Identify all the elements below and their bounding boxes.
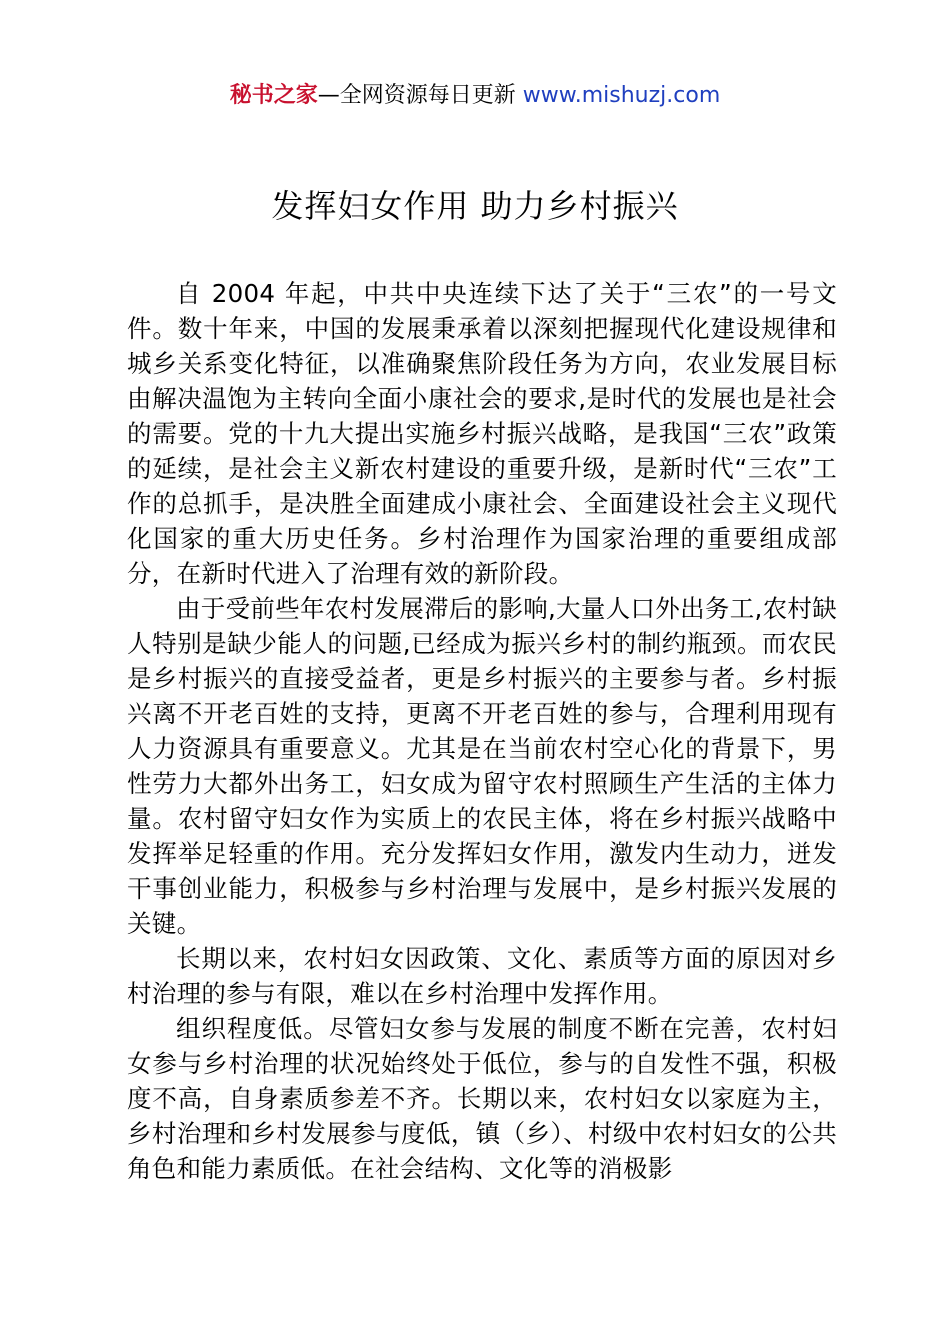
document-title: 发挥妇女作用 助力乡村振兴 (271, 187, 679, 225)
paragraph-1: 自 2004 年起，中共中央连续下达了关于“三农”的一号文件。数十年来，中国的发展秉承着以深刻把握现代化建设规律和城乡关系变化特征，以准确聚焦阶段任务为方向，农业发展目标由解决温饱为主转向全面小康社会的要求,是时代的发展也是社会的需要。党的十九大提出实施乡村振兴战略，是我国“三农”政策的延续，是社会主义新农村建设的重要升级，是新时代“三农”工作的总抓手，是决胜全面建成小康社会、全面建设社会主义现代化国家的重大历史任务。乡村治理作为国家治理的重要组成部分，在新时代进入了治理有效的新阶段。 (127, 279, 837, 588)
site-tagline: —全网资源每日更新 (317, 83, 516, 108)
document-body (127, 276, 837, 1186)
site-url-link[interactable]: www.mishuzj.com (522, 83, 721, 108)
site-header (0, 80, 950, 112)
paragraph-4: 组织程度低。尽管妇女参与发展的制度不断在完善，农村妇女参与乡村治理的状况始终处于低位，参与的自发性不强，积极度不高，自身素质参差不齐。长期以来，农村妇女以家庭为主，乡村治理和乡村发展参与度低，镇（乡）、村级中农村妇女的公共角色和能力素质低。在社会结构、文化等的消极影 (127, 1014, 837, 1183)
paragraph-2: 由于受前些年农村发展滞后的影响,大量人口外出务工,农村缺人特别是缺少能人的问题,已经成为振兴乡村的制约瓶颈。而农民是乡村振兴的直接受益者，更是乡村振兴的主要参与者。乡村振兴离不开老百姓的支持，更离不开老百姓的参与，合理利用现有人力资源具有重要意义。尤其是在当前农村空心化的背景下，男性劳力大都外出务工，妇女成为留守农村照顾生产生活的主体力量。农村留守妇女作为实质上的农民主体，将在乡村振兴战略中发挥举足轻重的作用。充分发挥妇女作用，激发内生动力，迸发干事创业能力，积极参与乡村治理与发展中，是乡村振兴发展的关键。 (127, 594, 837, 938)
site-brand: 秘书之家 (229, 83, 318, 108)
paragraph-3: 长期以来，农村妇女因政策、文化、素质等方面的原因对乡村治理的参与有限，难以在乡村治理中发挥作用。 (127, 944, 837, 1008)
